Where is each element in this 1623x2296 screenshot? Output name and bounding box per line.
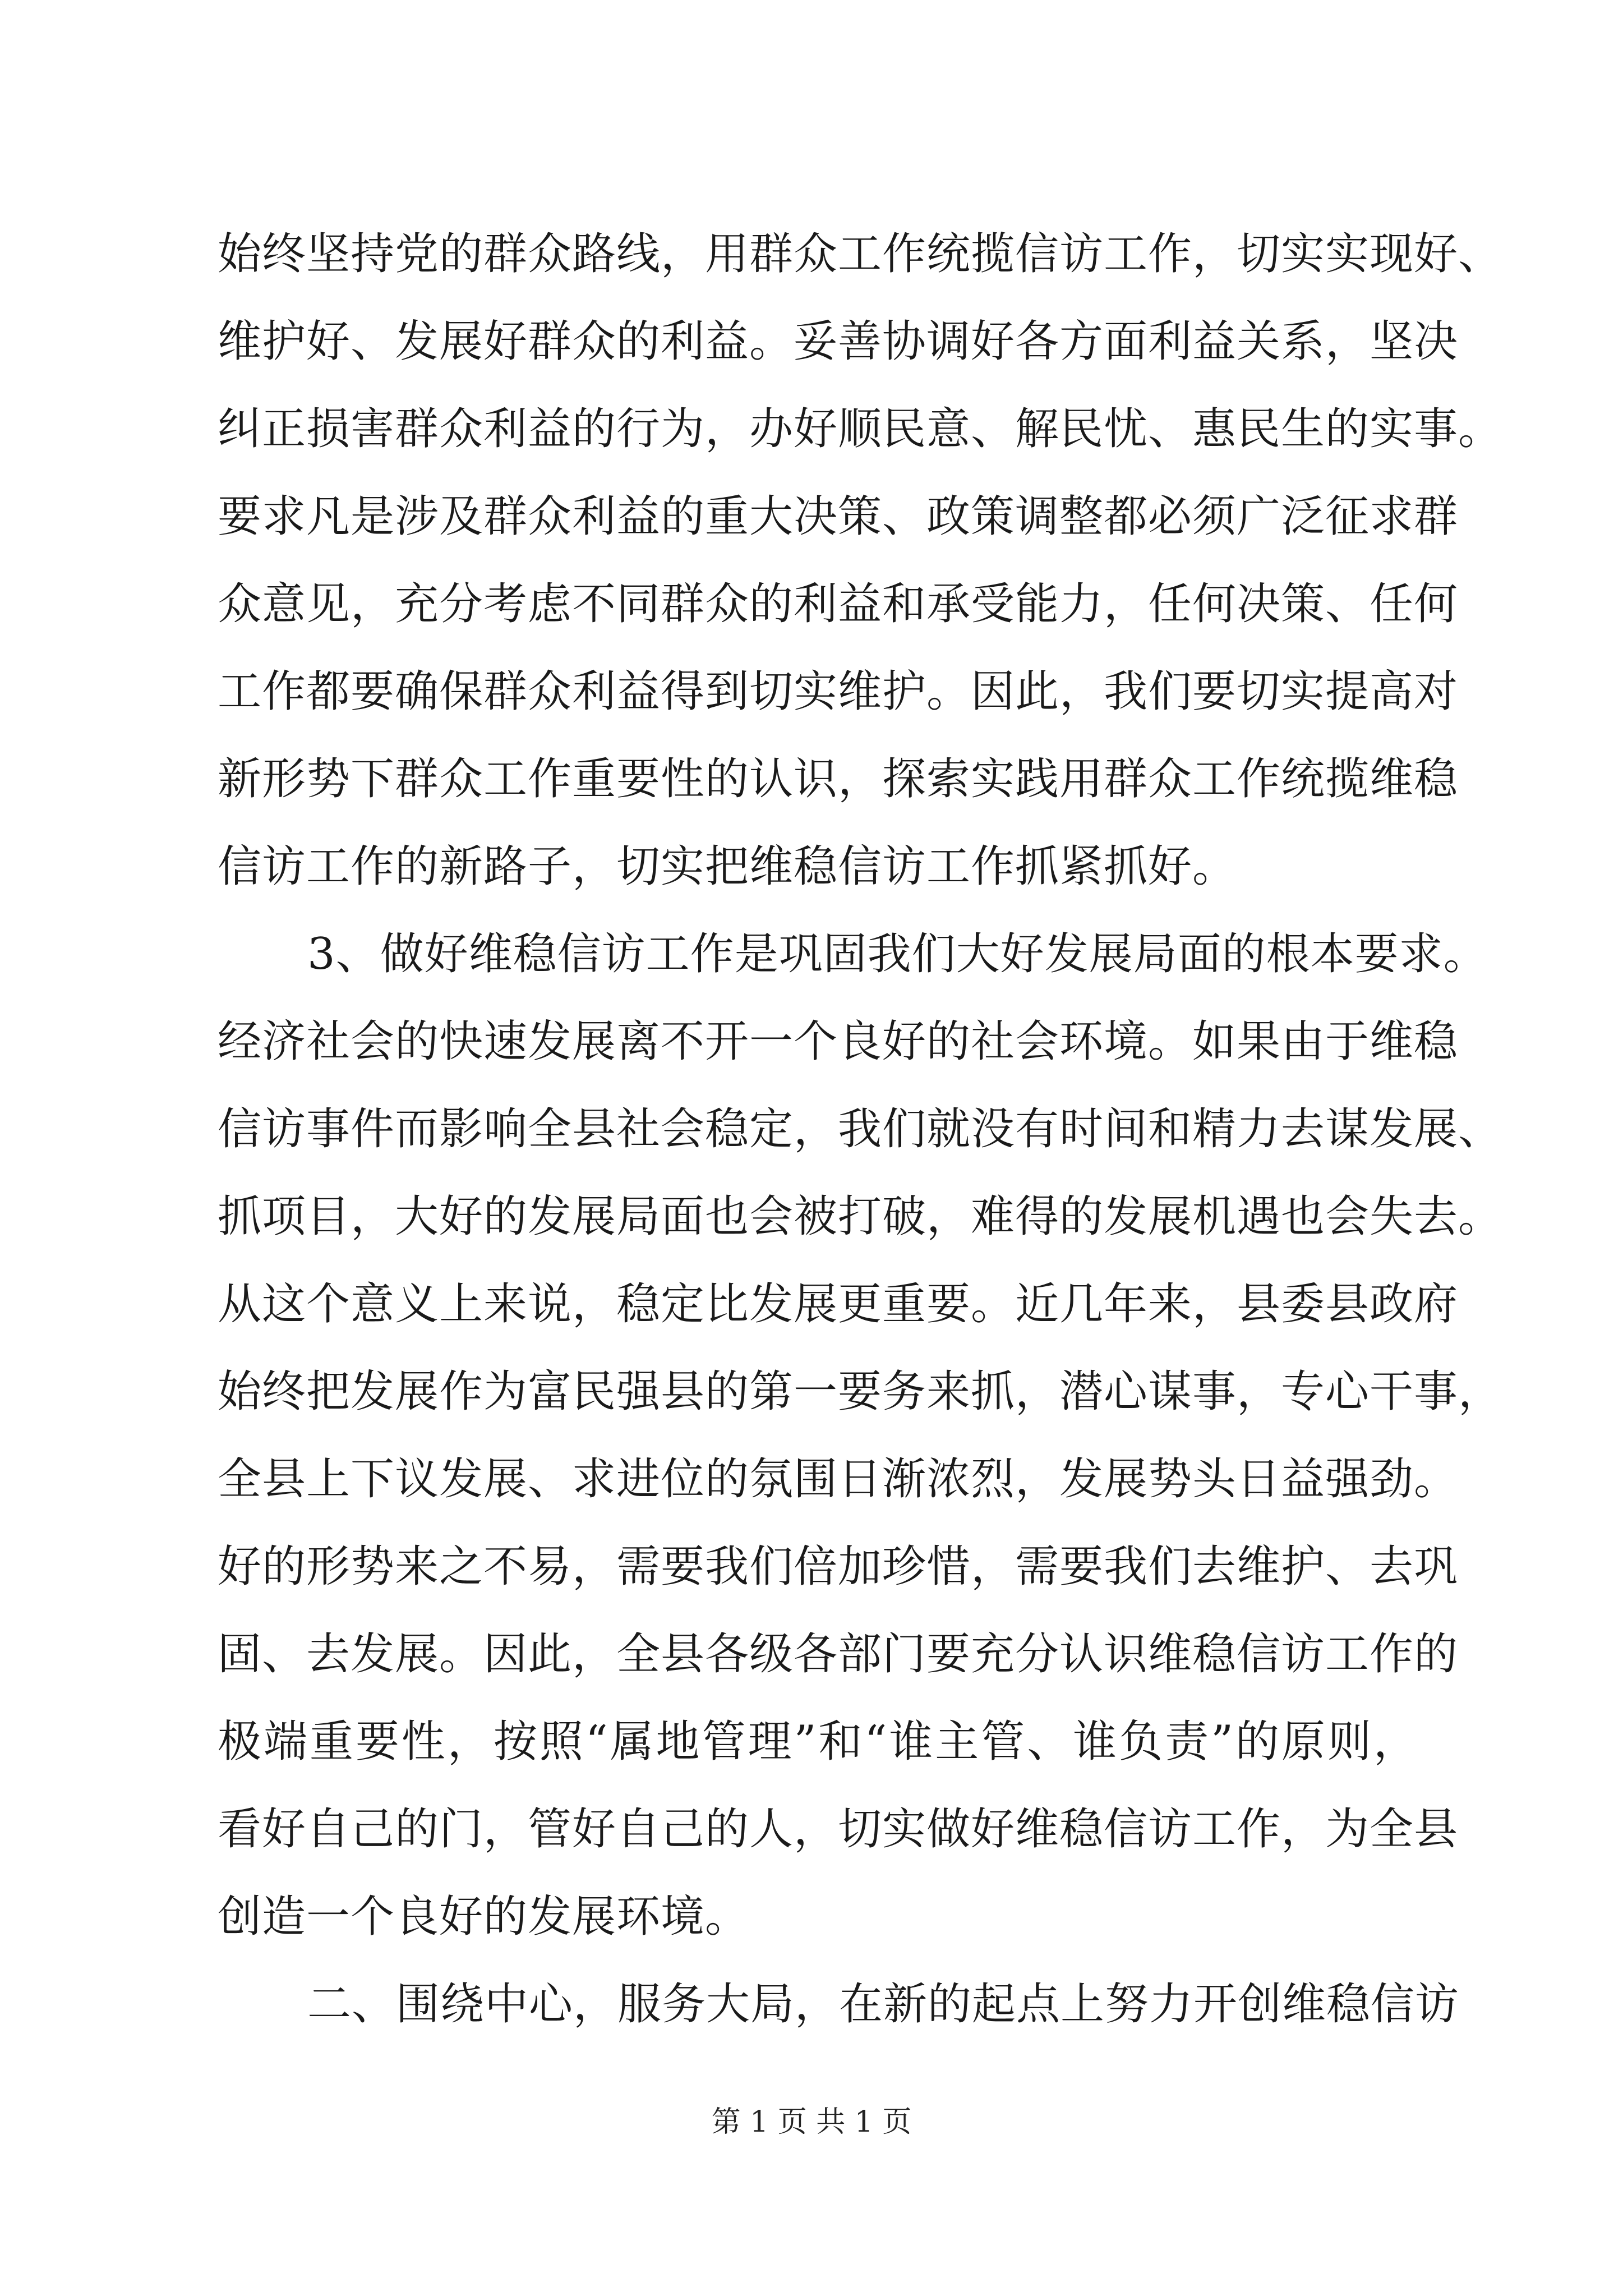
text-line: 创造一个良好的发展环境。 [218, 1892, 750, 1942]
text-line: 二、围绕中心，服务大局，在新的起点上努力开创维稳信访 [307, 1979, 1460, 2030]
text-line: 好的形势来之不易，需要我们倍加珍惜，需要我们去维护、去巩 [218, 1542, 1459, 1592]
text-line: 经济社会的快速发展离不开一个良好的社会环境。如果由于维稳 [218, 1016, 1459, 1067]
text-line: 从这个意义上来说，稳定比发展更重要。近几年来，县委县政府 [218, 1279, 1459, 1329]
text-line: 始终把发展作为富民强县的第一要务来抓，潜心谋事，专心干事， [218, 1366, 1503, 1417]
text-line: 始终坚持党的群众路线，用群众工作统揽信访工作，切实实现好、 [218, 229, 1503, 279]
text-line: 极端重要性，按照“属地管理”和“谁主管、谁负责”的原则， [218, 1717, 1418, 1767]
text-line: 3、做好维稳信访工作是巩固我们大好发展局面的根本要求。 [307, 929, 1488, 979]
text-line: 要求凡是涉及群众利益的重大决策、政策调整都必须广泛征求群 [218, 491, 1459, 542]
text-line: 信访工作的新路子，切实把维稳信访工作抓紧抓好。 [218, 841, 1237, 892]
text-line: 新形势下群众工作重要性的认识，探索实践用群众工作统揽维稳 [218, 754, 1459, 804]
paragraph-2 [218, 910, 1503, 1961]
text-line: 众意见，充分考虑不同群众的利益和承受能力，任何决策、任何 [218, 579, 1459, 629]
page-number-label: 第 1 页 共 1 页 [711, 2105, 912, 2139]
text-line: 信访事件而影响全县社会稳定，我们就没有时间和精力去谋发展、 [218, 1104, 1503, 1154]
text-line: 工作都要确保群众利益得到切实维护。因此，我们要切实提高对 [218, 666, 1459, 717]
text-line: 抓项目，大好的发展局面也会被打破，难得的发展机遇也会失去。 [218, 1191, 1503, 1242]
paragraph-3 [218, 1961, 1460, 2048]
text-line: 全县上下议发展、求进位的氛围日渐浓烈，发展势头日益强劲。 [218, 1454, 1459, 1504]
text-line: 看好自己的门，管好自己的人，切实做好维稳信访工作，为全县 [218, 1804, 1459, 1855]
text-line: 纠正损害群众利益的行为，办好顺民意、解民忧、惠民生的实事。 [218, 404, 1503, 454]
paragraph-1 [218, 210, 1503, 910]
page-footer [0, 2098, 1623, 2140]
text-line: 维护好、发展好群众的利益。妥善协调好各方面利益关系，坚决 [218, 316, 1459, 367]
text-line: 固、去发展。因此，全县各级各部门要充分认识维稳信访工作的 [218, 1629, 1459, 1680]
document-body [218, 210, 1503, 2048]
